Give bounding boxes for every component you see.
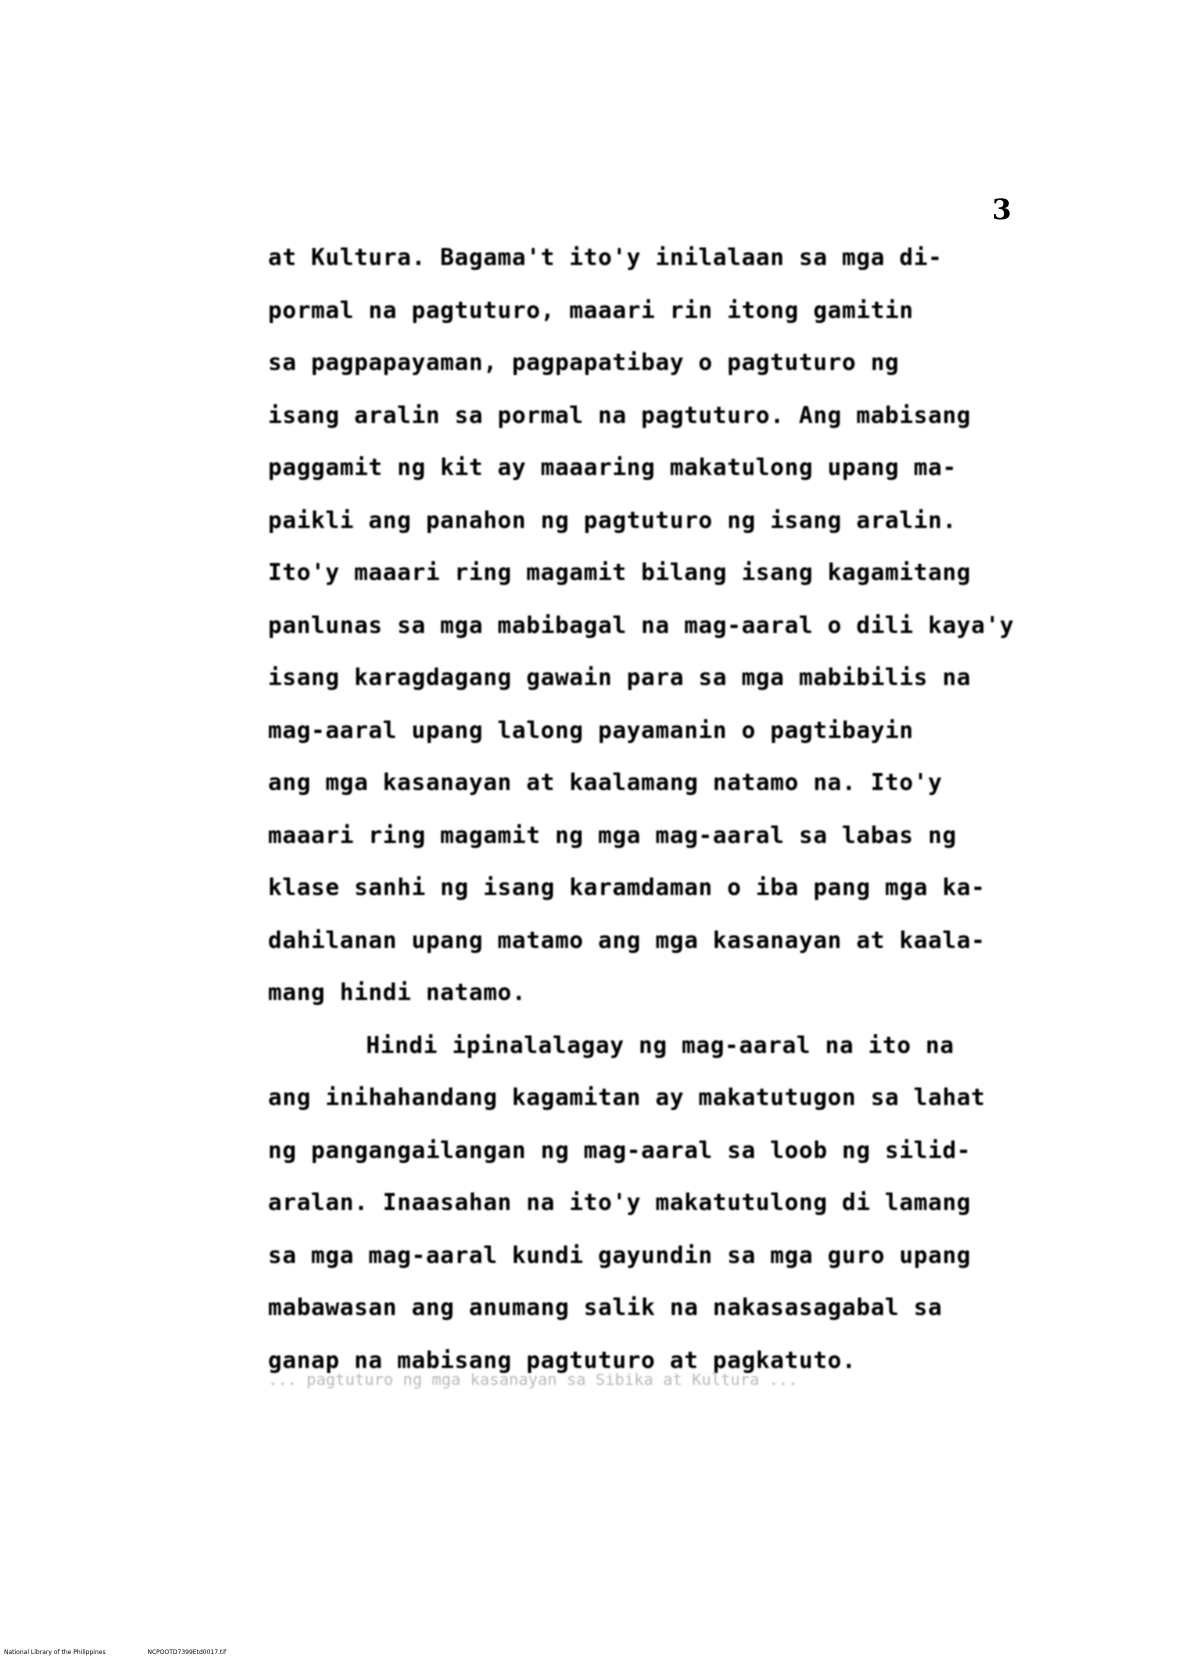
text-line: mang hindi natamo. [268, 980, 527, 1006]
paragraph-1 [268, 232, 1038, 1020]
text-line: pormal na pagtuturo, maaari rin itong gamitin [268, 297, 914, 324]
body-text [268, 232, 1038, 1387]
text-line: paikli ang panahon ng pagtuturo ng isang aralin. [268, 507, 957, 534]
text-line: sa mga mag-aaral kundi gayundin sa mga guro upang [268, 1242, 972, 1269]
text-line: mabawasan ang anumang salik na nakasasagabal sa [268, 1295, 943, 1321]
text-line: aralan. Inaasahan na ito'y makatutulong di lamang [268, 1190, 972, 1216]
footer-library: National Library of the Philippines [4, 1649, 106, 1656]
text-line: klase sanhi ng isang karamdaman o iba pang mga ka- [268, 875, 986, 901]
text-line: mag-aaral upang lalong payamanin o pagtibayin [268, 717, 914, 744]
text-line: panlunas sa mga mabibagal na mag-aaral o dili kaya'y [268, 612, 1015, 639]
text-line: Hindi ipinalalagay ng mag-aaral na ito na [366, 1032, 955, 1059]
paragraph-2 [268, 1020, 1038, 1388]
text-line: at Kultura. Bagama't ito'y inilalaan sa mga di- [268, 245, 943, 271]
text-line: isang karagdagang gawain para sa mga mabibilis na [268, 665, 972, 691]
text-line: isang aralin sa pormal na pagtuturo. Ang mabisang [268, 402, 972, 429]
text-line: ganap na mabisang pagtuturo at pagkatuto. [268, 1347, 857, 1374]
text-line: maaari ring magamit ng mga mag-aaral sa labas ng [268, 822, 957, 849]
text-line: ang mga kasanayan at kaalamang natamo na. Ito'y [268, 770, 943, 796]
text-line: paggamit ng kit ay maaaring makatulong upang ma- [268, 455, 957, 481]
scan-footer [4, 1649, 266, 1656]
page-number: 3 [992, 193, 1012, 226]
text-line: ng pangangailangan ng mag-aaral sa loob ng silid- [268, 1137, 972, 1164]
footer-file-id: NCPOOTD7399Etd0017.tif [147, 1649, 227, 1656]
text-line: ang inihahandang kagamitan ay makatutugon sa lahat [268, 1085, 986, 1111]
text-line: dahilanan upang matamo ang mga kasanayan at kaala- [268, 927, 986, 954]
bleed-through-text: ... pagtuturo ng mga kasanayan sa Sibika at Kultura ... [268, 1370, 798, 1389]
text-line: Ito'y maaari ring magamit bilang isang kagamitang [268, 560, 972, 586]
text-line: sa pagpapayaman, pagpapatibay o pagtuturo ng [268, 350, 900, 376]
